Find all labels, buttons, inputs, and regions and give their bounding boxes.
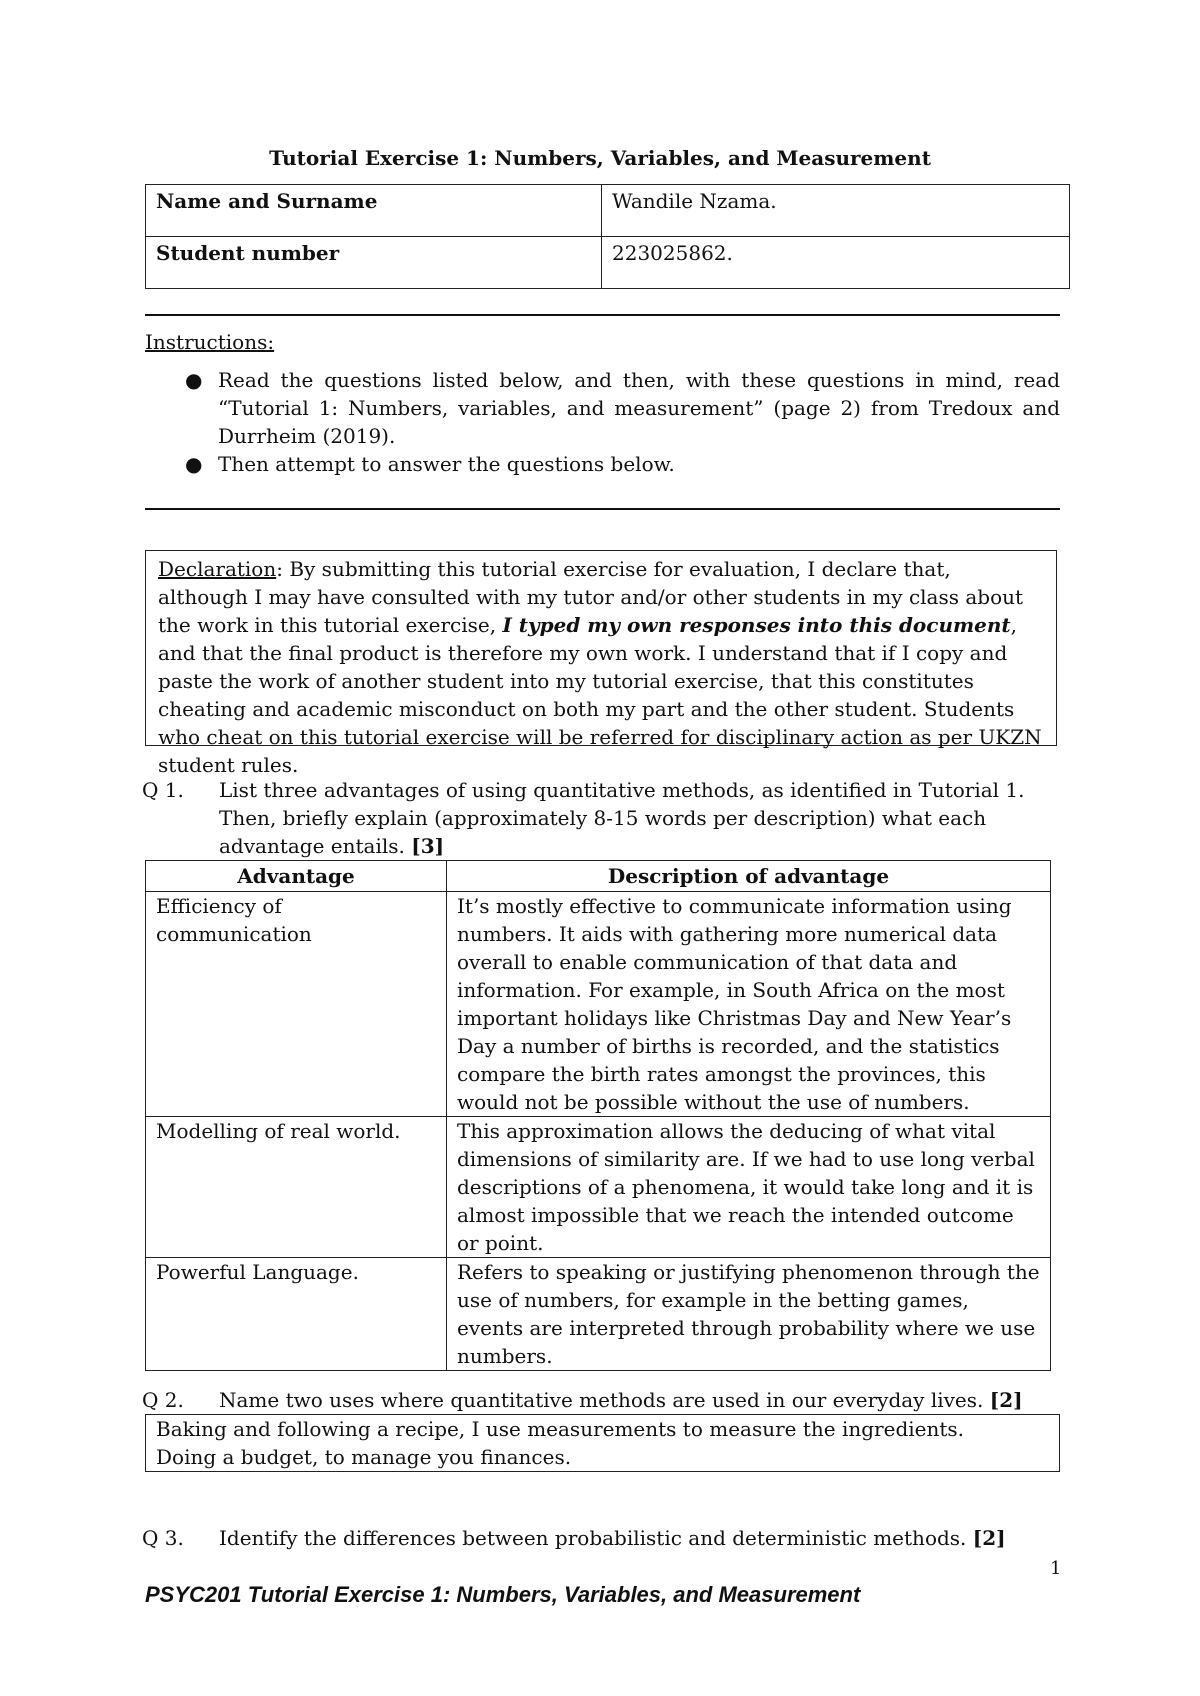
student-number-value: 223025862. [602, 237, 1070, 289]
bullet-icon: ● [185, 452, 203, 476]
instructions-label: Instructions: [145, 330, 275, 354]
description-cell: This approximation allows the deducing of what vital dimensions of similarity are. If we had to use long verbal descriptions of a phenomena, it would take long and it is almost impossible that we reach the intended outcome or point. [447, 1117, 1051, 1258]
question-number: Q 3. [142, 1526, 184, 1550]
advantage-cell: Efficiency of communication [146, 892, 447, 1117]
question-2 [142, 1386, 1072, 1414]
page-number: 1 [1050, 1558, 1062, 1579]
page-footer: PSYC201 Tutorial Exercise 1: Numbers, Variables, and Measurement [145, 1582, 861, 1607]
bullet-icon: ● [185, 368, 203, 392]
table-row [146, 237, 1070, 289]
declaration-text: : By submitting this tutorial exercise for evaluation, I declare that, although I may have consulted with my tutor and/or other students in my class about the work in this tutorial exercise, [158, 557, 1024, 637]
advantage-cell: Powerful Language. [146, 1258, 447, 1371]
question-text: Identify the differences between probabilistic and deterministic methods. [2] [219, 1526, 1006, 1550]
list-item [145, 450, 1060, 478]
table-header-row [146, 861, 1051, 892]
declaration-box [145, 550, 1057, 777]
declaration-text: , and that the final product is therefore my own work. I understand that if I copy and paste the work of another student into my tutorial exercise, that this constitutes cheating and academic misconduct on both my part and the other student. Students who cheat on this tutorial exercise will be referred for disciplinary action as per UKZN student rules. [158, 613, 1042, 777]
question-text: Name two uses where quantitative methods are used in our everyday lives. [2] [219, 1388, 1023, 1412]
description-cell: It’s mostly effective to communicate information using numbers. It aids with gathering more numerical data overall to enable communication of that data and information. For example, in South Africa on the most important holidays like Christmas Day and New Year’s Day a number of births is recorded, and the statistics compare the birth rates amongst the provinces, this would not be possible without the use of numbers. [447, 892, 1051, 1117]
answer-box [145, 1414, 1060, 1472]
divider-line [145, 508, 1060, 510]
description-cell: Refers to speaking or justifying phenomenon through the use of numbers, for example in the betting games, events are interpreted through probability where we use numbers. [447, 1258, 1051, 1371]
instruction-text: Read the questions listed below, and then, with these questions in mind, read “Tutorial 1: Numbers, variables, and measurement” (page 2) from Tredoux and Durrheim (2019). [218, 368, 1060, 448]
question-marks: [2] [989, 1388, 1023, 1412]
question-marks: [3] [411, 834, 445, 858]
question-1 [142, 776, 1052, 860]
instructions-list [145, 366, 1060, 478]
question-text: List three advantages of using quantitative methods, as identified in Tutorial 1. Then, briefly explain (approximately 8-15 words per description) what each advantage entails. [3] [219, 778, 1025, 858]
table-row [146, 1258, 1051, 1371]
declaration-emphasis: I typed my own responses into this document [502, 613, 1011, 637]
divider-line [145, 314, 1060, 316]
column-header: Advantage [146, 861, 447, 892]
instruction-text: Then attempt to answer the questions below. [218, 452, 675, 476]
list-item [145, 366, 1060, 450]
table-row [146, 1117, 1051, 1258]
name-value: Wandile Nzama. [602, 185, 1070, 237]
answer-line: Doing a budget, to manage you finances. [156, 1445, 572, 1469]
advantage-cell: Modelling of real world. [146, 1117, 447, 1258]
advantages-table [145, 860, 1051, 1371]
name-label: Name and Surname [146, 185, 602, 237]
column-header: Description of advantage [447, 861, 1051, 892]
table-row [146, 892, 1051, 1117]
student-number-label: Student number [146, 237, 602, 289]
question-3 [142, 1524, 1072, 1552]
document-title: Tutorial Exercise 1: Numbers, Variables, and Measurement [269, 146, 931, 170]
student-info-table [145, 184, 1070, 289]
declaration-label: Declaration [158, 557, 277, 581]
question-marks: [2] [972, 1526, 1006, 1550]
question-number: Q 1. [142, 778, 184, 802]
question-number: Q 2. [142, 1388, 184, 1412]
answer-line: Baking and following a recipe, I use measurements to measure the ingredients. [156, 1417, 965, 1441]
table-row [146, 185, 1070, 237]
